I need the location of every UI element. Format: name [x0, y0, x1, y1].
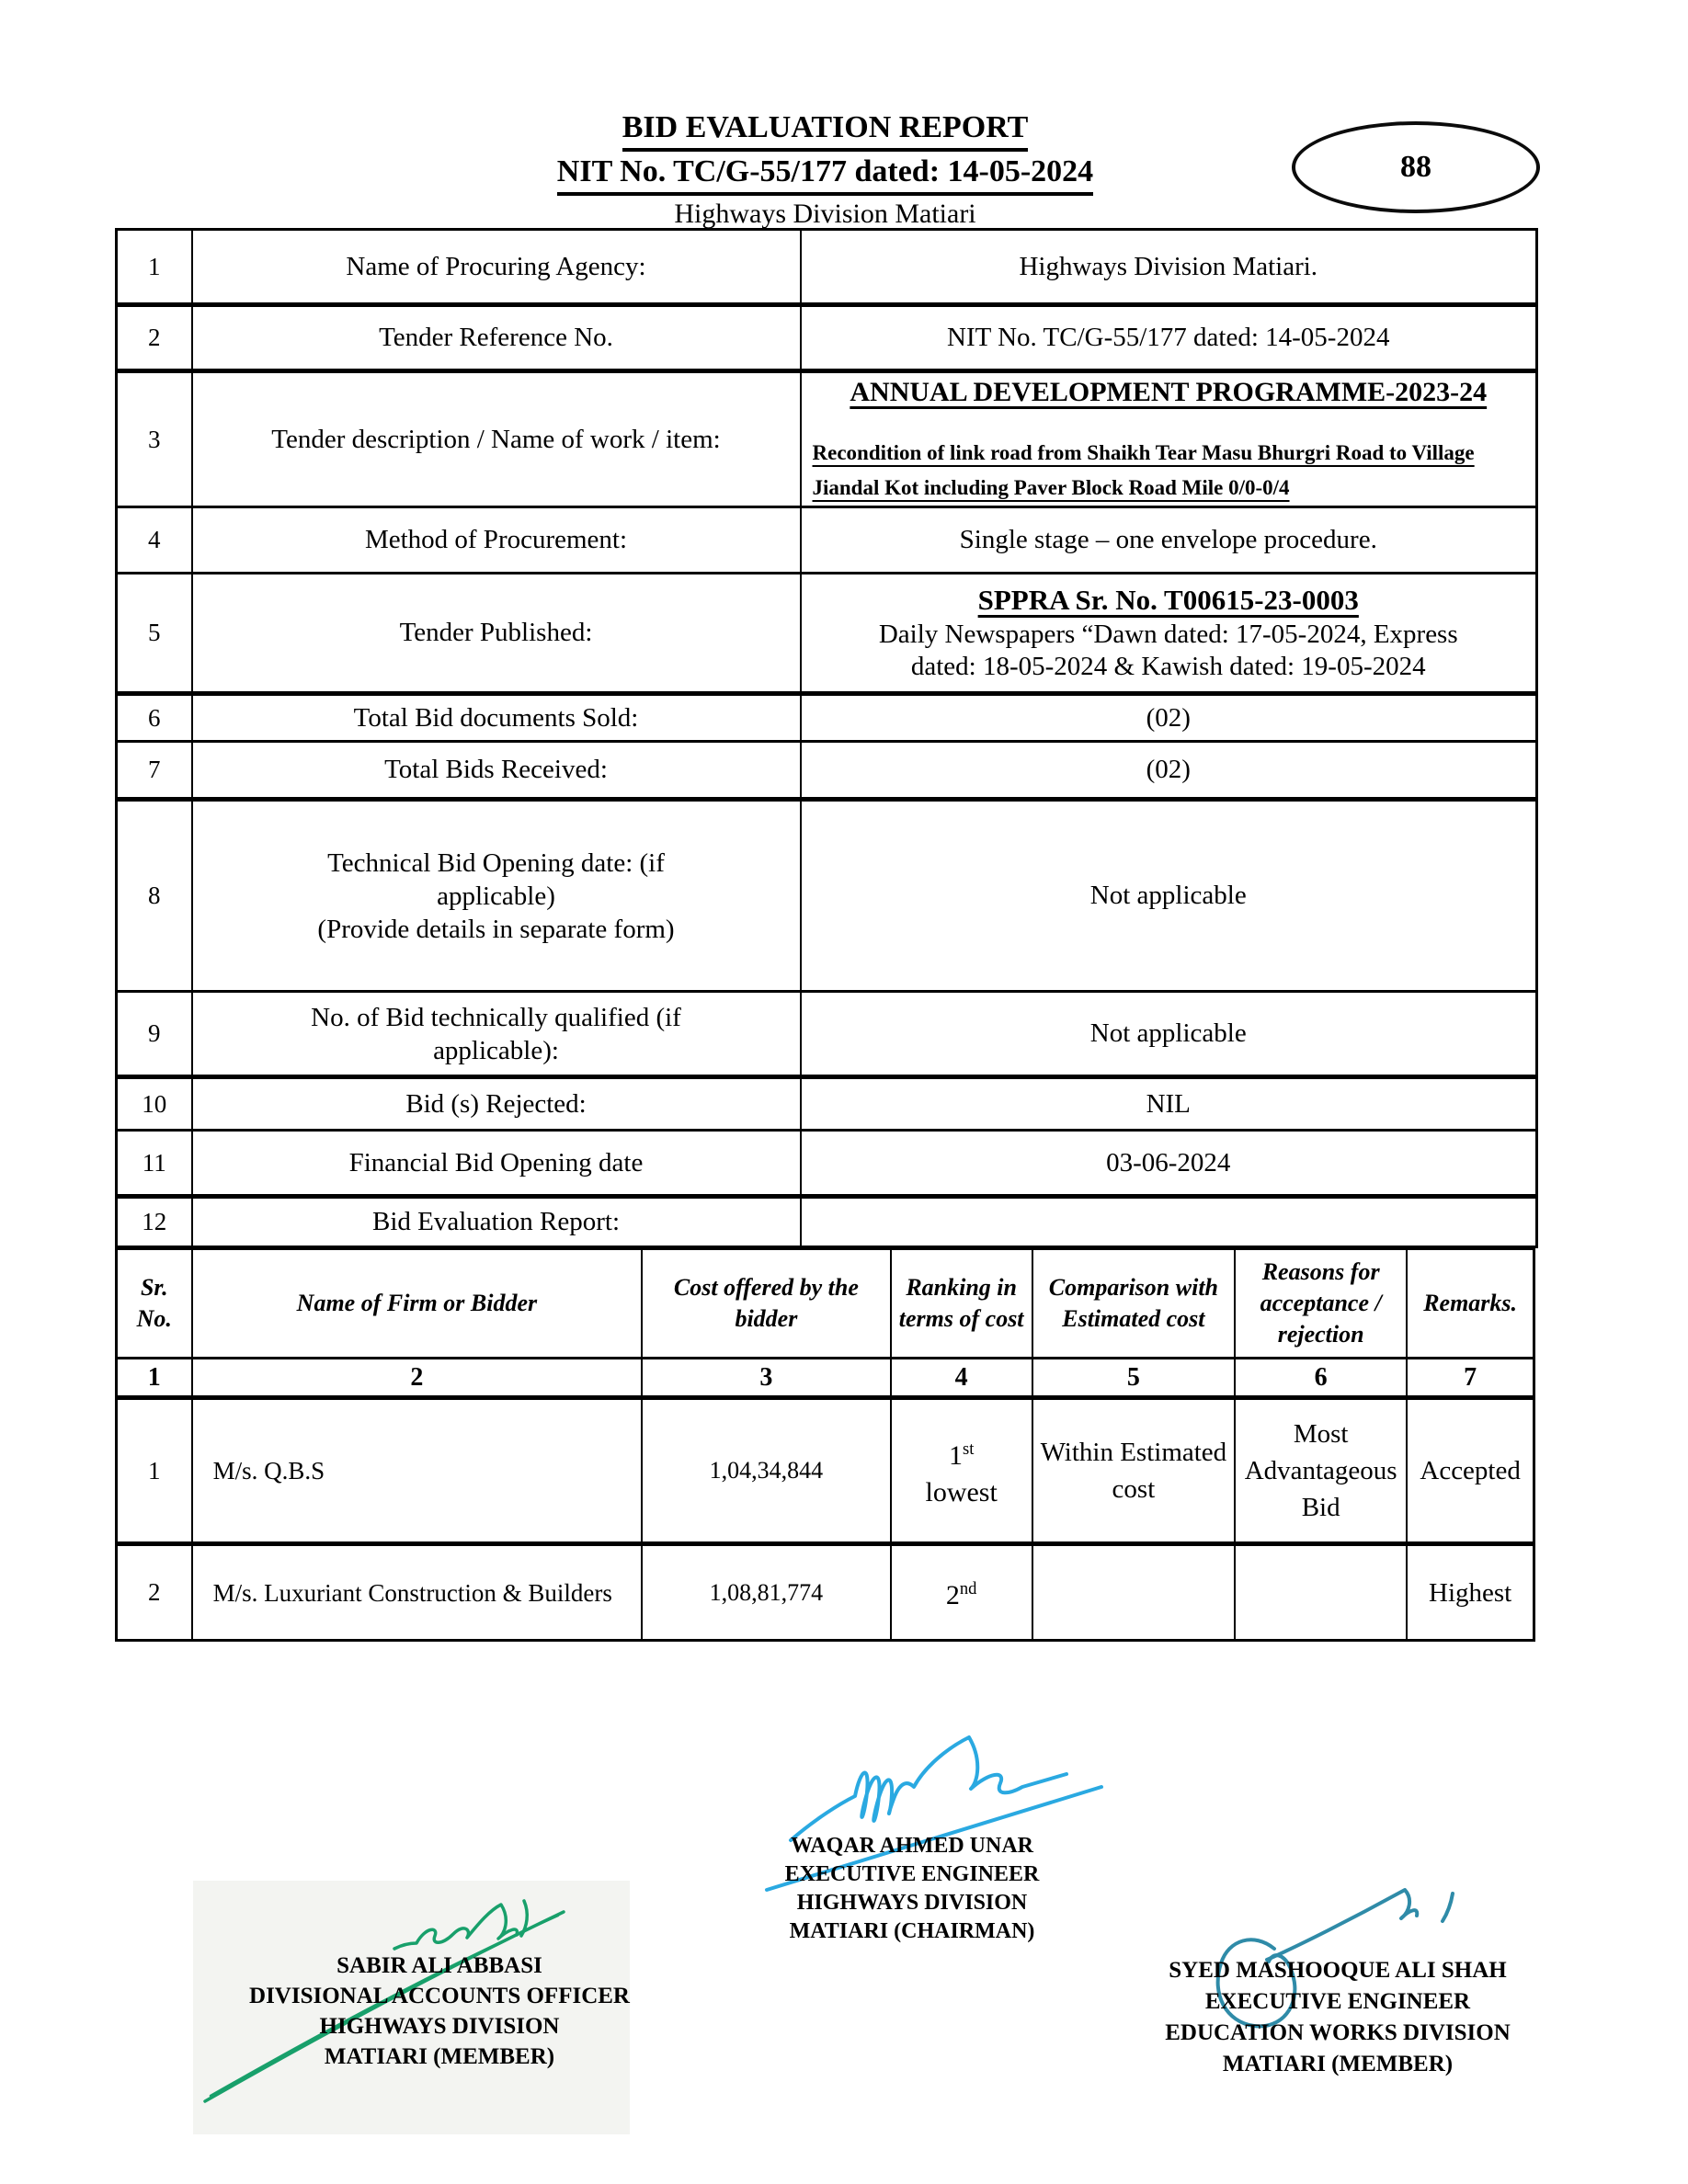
row-label: Tender description / Name of work / item: [192, 371, 801, 507]
division-line: Highways Division Matiari [674, 199, 976, 229]
row-value: (02) [801, 694, 1537, 742]
bidder-row [117, 1544, 1534, 1641]
row-sr: 11 [117, 1131, 192, 1197]
table-row [117, 507, 1537, 574]
bidder-cost: 1,04,34,844 [642, 1398, 890, 1544]
programme-heading: ANNUAL DEVELOPMENT PROGRAMME-2023-24 [850, 377, 1488, 407]
bid-table-header-row [117, 1248, 1534, 1359]
bidder-sr: 2 [117, 1544, 192, 1641]
info-table [115, 228, 1538, 1248]
newspapers-detail: Daily Newspapers “Dawn dated: 17-05-2024, Express dated: 18-05-2024 & Kawish dated: 19-05-2024 [878, 619, 1458, 681]
chairman-signature-block: WAQAR AHMED UNAR EXECUTIVE ENGINEER HIGHWAYS DIVISION MATIARI (CHAIRMAN) [710, 1832, 1114, 1946]
member-left-signature-block: SABIR ALI ABBASI DIVISIONAL ACCOUNTS OFFICER HIGHWAYS DIVISION MATIARI (MEMBER) [210, 1951, 669, 2072]
row-value: (02) [801, 742, 1537, 800]
signatory-name: SYED MASHOOQUE ALI SHAH [1169, 1958, 1507, 1983]
row-value: 03-06-2024 [801, 1131, 1537, 1197]
row-sr: 9 [117, 992, 192, 1077]
table-row [117, 694, 1537, 742]
column-number-row: 1 2 3 4 5 6 7 [117, 1359, 1534, 1398]
nit-reference-line: NIT No. TC/G-55/177 dated: 14-05-2024 [115, 154, 1535, 196]
col-header-firm: Name of Firm or Bidder [192, 1248, 643, 1359]
row-value: NIL [801, 1077, 1537, 1131]
bidder-comparison: Within Estimated cost [1032, 1398, 1235, 1544]
row-label: Total Bid documents Sold: [192, 694, 801, 742]
bid-evaluation-table [115, 1246, 1535, 1642]
bidder-reasons: Most Advantageous Bid [1235, 1398, 1407, 1544]
row-value: NIT No. TC/G-55/177 dated: 14-05-2024 [801, 305, 1537, 371]
sppra-serial: SPPRA Sr. No. T00615-23-0003 [977, 583, 1359, 616]
table-row [117, 230, 1537, 305]
table-row [117, 1197, 1537, 1247]
row-label: Tender Published: [192, 574, 801, 694]
row-value: Single stage – one envelope procedure. [801, 507, 1537, 574]
table-row [117, 742, 1537, 800]
row-value [801, 1197, 1537, 1247]
row-value [801, 574, 1537, 694]
work-description: Recondition of link road from Shaikh Tear Masu Bhurgri Road to Village Jiandal Kot including Paver Block Road Mile 0/0-0/4 [812, 441, 1475, 499]
row-label: Name of Procuring Agency: [192, 230, 801, 305]
bidder-cost: 1,08,81,774 [642, 1544, 890, 1641]
bidder-firm: M/s. Luxuriant Construction & Builders [192, 1544, 643, 1641]
col-header-cost: Cost offered by the bidder [642, 1248, 890, 1359]
table-row [117, 305, 1537, 371]
col-header-ranking: Ranking in terms of cost [891, 1248, 1032, 1359]
table-row [117, 371, 1537, 507]
table-row [117, 1077, 1537, 1131]
row-sr: 6 [117, 694, 192, 742]
page-title: BID EVALUATION REPORT [115, 110, 1535, 152]
page-number: 88 [1400, 150, 1431, 184]
col-header-reasons: Reasons for acceptance / rejection [1235, 1248, 1407, 1359]
row-sr: 8 [117, 800, 192, 992]
member-right-signature-block: SYED MASHOOQUE ALI SHAH EXECUTIVE ENGINEER EDUCATION WORKS DIVISION MATIARI (MEMBER) [1122, 1955, 1554, 2080]
col-header-sr-no: Sr. No. [117, 1248, 192, 1359]
row-sr: 3 [117, 371, 192, 507]
row-label: Bid (s) Rejected: [192, 1077, 801, 1131]
row-sr: 4 [117, 507, 192, 574]
row-sr: 2 [117, 305, 192, 371]
bidder-reasons [1235, 1544, 1407, 1641]
bidder-remarks: Accepted [1407, 1398, 1534, 1544]
table-row [117, 574, 1537, 694]
bidder-ranking: 1st lowest [891, 1398, 1032, 1544]
row-sr: 1 [117, 230, 192, 305]
row-label: Method of Procurement: [192, 507, 801, 574]
row-sr: 10 [117, 1077, 192, 1131]
row-label: Financial Bid Opening date [192, 1131, 801, 1197]
bidder-sr: 1 [117, 1398, 192, 1544]
row-sr: 5 [117, 574, 192, 694]
row-label: Technical Bid Opening date: (if applicable) (Provide details in separate form) [192, 800, 801, 992]
table-row [117, 800, 1537, 992]
table-row [117, 992, 1537, 1077]
row-label: Bid Evaluation Report: [192, 1197, 801, 1247]
row-label: No. of Bid technically qualified (if applicable): [192, 992, 801, 1077]
row-value: Highways Division Matiari. [801, 230, 1537, 305]
signatory-name: SABIR ALI ABBASI [336, 1953, 542, 1978]
bidder-row [117, 1398, 1534, 1544]
row-value [801, 371, 1537, 507]
col-header-comparison: Comparison with Estimated cost [1032, 1248, 1235, 1359]
bidder-ranking: 2nd [891, 1544, 1032, 1641]
row-value: Not applicable [801, 992, 1537, 1077]
bidder-comparison [1032, 1544, 1235, 1641]
table-row [117, 1131, 1537, 1197]
bidder-remarks: Highest [1407, 1544, 1534, 1641]
bidder-firm: M/s. Q.B.S [192, 1398, 643, 1544]
row-sr: 7 [117, 742, 192, 800]
signatory-name: WAQAR AHMED UNAR [791, 1834, 1033, 1858]
page-number-badge [1292, 121, 1540, 213]
row-label: Tender Reference No. [192, 305, 801, 371]
tables-area [115, 228, 1535, 1642]
col-header-remarks: Remarks. [1407, 1248, 1534, 1359]
row-sr: 12 [117, 1197, 192, 1247]
row-value: Not applicable [801, 800, 1537, 992]
row-label: Total Bids Received: [192, 742, 801, 800]
